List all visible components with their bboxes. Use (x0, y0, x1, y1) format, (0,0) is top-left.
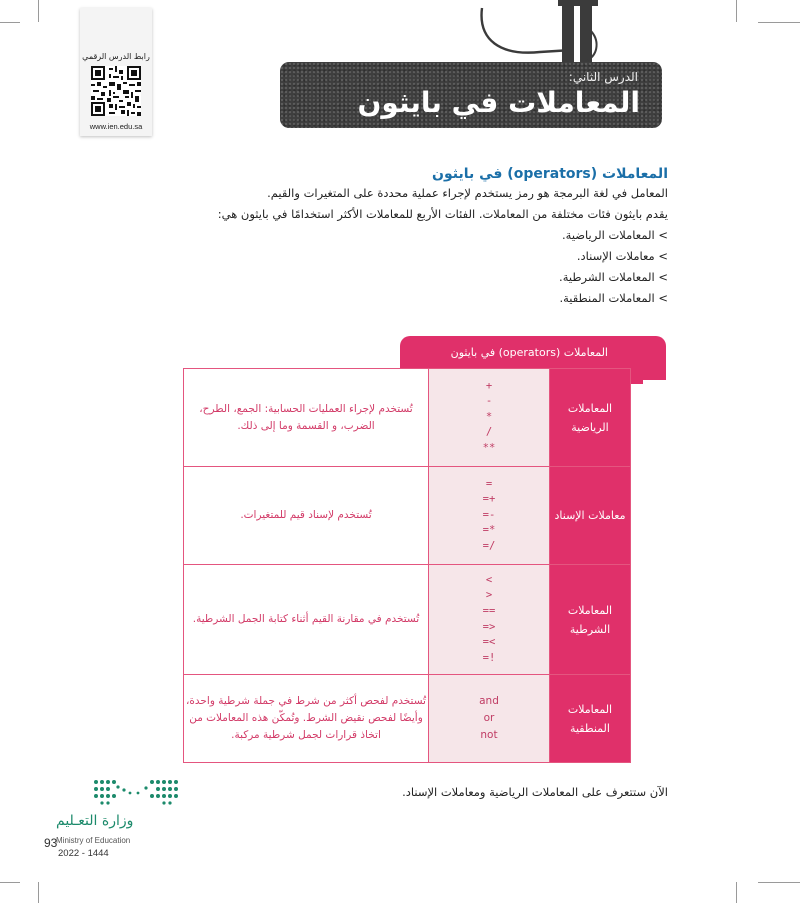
table-row (184, 675, 631, 763)
table-edge-strip (630, 368, 643, 384)
crop-mark (736, 0, 737, 22)
category-list (108, 228, 668, 305)
operator-symbol: not (480, 729, 498, 741)
qr-code-icon[interactable] (91, 66, 141, 116)
lesson-title: المعاملات في بايثون (357, 86, 640, 119)
crop-mark (38, 882, 39, 903)
operator-symbol: * (485, 410, 493, 423)
symbols-cell (429, 467, 550, 565)
operator-symbol: / (485, 426, 493, 439)
intro-section (108, 166, 668, 312)
description-cell: تُستخدم لفحص أكثر من شرط في جملة شرطية واحدة، وأيضًا لفحص نقيض الشرط. وتُمكّن هذه المعاملات من اتخاذ قرارات لجمل شرطية مركبة. (184, 675, 429, 763)
list-item: > معاملات الإسناد. (576, 249, 668, 263)
closing-sentence: الآن ستتعرف على المعاملات الرياضية ومعاملات الإسناد. (402, 785, 668, 799)
qr-card[interactable] (80, 8, 152, 136)
operator-symbol: - (485, 395, 493, 408)
table-row (184, 369, 631, 467)
ministry-name-english: Ministry of Education (56, 836, 131, 845)
symbols-cell (429, 369, 550, 467)
crop-mark (0, 22, 20, 23)
operator-symbol: != (482, 651, 496, 664)
operator-symbol: + (485, 379, 493, 392)
page-number: 93 (44, 836, 58, 850)
operator-symbol: == (482, 604, 496, 617)
category-cell: المعاملات الشرطية (550, 565, 631, 675)
operator-symbol: /= (482, 539, 496, 552)
crop-mark (38, 0, 39, 22)
crop-mark (758, 882, 800, 883)
qr-label: رابط الدرس الرقمي (82, 52, 150, 61)
list-item: > المعاملات الشرطية. (559, 270, 668, 284)
table-row (184, 565, 631, 675)
ministry-logo-icon (92, 778, 180, 806)
description-cell: تُستخدم لإجراء العمليات الحسابية: الجمع، الطرح، الضرب، و القسمة وما إلى ذلك. (184, 369, 429, 467)
category-cell: المعاملات المنطقية (550, 675, 631, 763)
qr-url[interactable]: www.ien.edu.sa (89, 122, 143, 131)
operator-symbol: *= (482, 524, 496, 537)
description-cell: تُستخدم لإسناد قيم للمتغيرات. (184, 467, 429, 565)
category-cell: المعاملات الرياضية (550, 369, 631, 467)
operator-symbol: or (483, 712, 495, 724)
category-cell: معاملات الإسناد (550, 467, 631, 565)
plug-cable-icon (460, 0, 600, 70)
crop-mark (736, 882, 737, 903)
operator-symbol: ** (482, 441, 496, 454)
operator-symbol: >= (482, 636, 496, 649)
lesson-banner (280, 62, 662, 128)
description-cell: تُستخدم في مقارنة القيم أثناء كتابة الجمل الشرطية. (184, 565, 429, 675)
operator-symbol: -= (482, 508, 496, 521)
operator-symbol: += (482, 493, 496, 506)
symbols-cell (429, 565, 550, 675)
operator-symbol: and (479, 695, 499, 707)
academic-year: 2022 - 1444 (58, 848, 109, 859)
operators-table (183, 368, 631, 763)
symbols-cell (429, 675, 550, 763)
crop-mark (0, 882, 20, 883)
intro-paragraph: المعامل في لغة البرمجة هو رمز يستخدم لإجراء عملية محددة على المتغيرات والقيم. (267, 186, 668, 200)
lesson-kicker: الدرس الثاني: (568, 70, 638, 84)
crop-mark (758, 22, 800, 23)
operator-symbol: > (485, 573, 493, 586)
ministry-name-arabic: وزارة التعـليم (56, 813, 134, 829)
operator-symbol: = (485, 477, 493, 490)
table-title: المعاملات (operators) في بايثون (450, 346, 608, 359)
section-heading: المعاملات (operators) في بايثون (432, 166, 668, 182)
operator-symbol: < (485, 589, 493, 602)
operator-symbol: <= (482, 620, 496, 633)
intro-paragraph: يقدم بايثون فئات مختلفة من المعاملات. الفئات الأربع للمعاملات الأكثر استخدامًا في بايثون هي: (217, 207, 668, 221)
table-row (184, 467, 631, 565)
list-item: > المعاملات المنطقية. (559, 291, 668, 305)
list-item: > المعاملات الرياضية. (562, 228, 668, 242)
